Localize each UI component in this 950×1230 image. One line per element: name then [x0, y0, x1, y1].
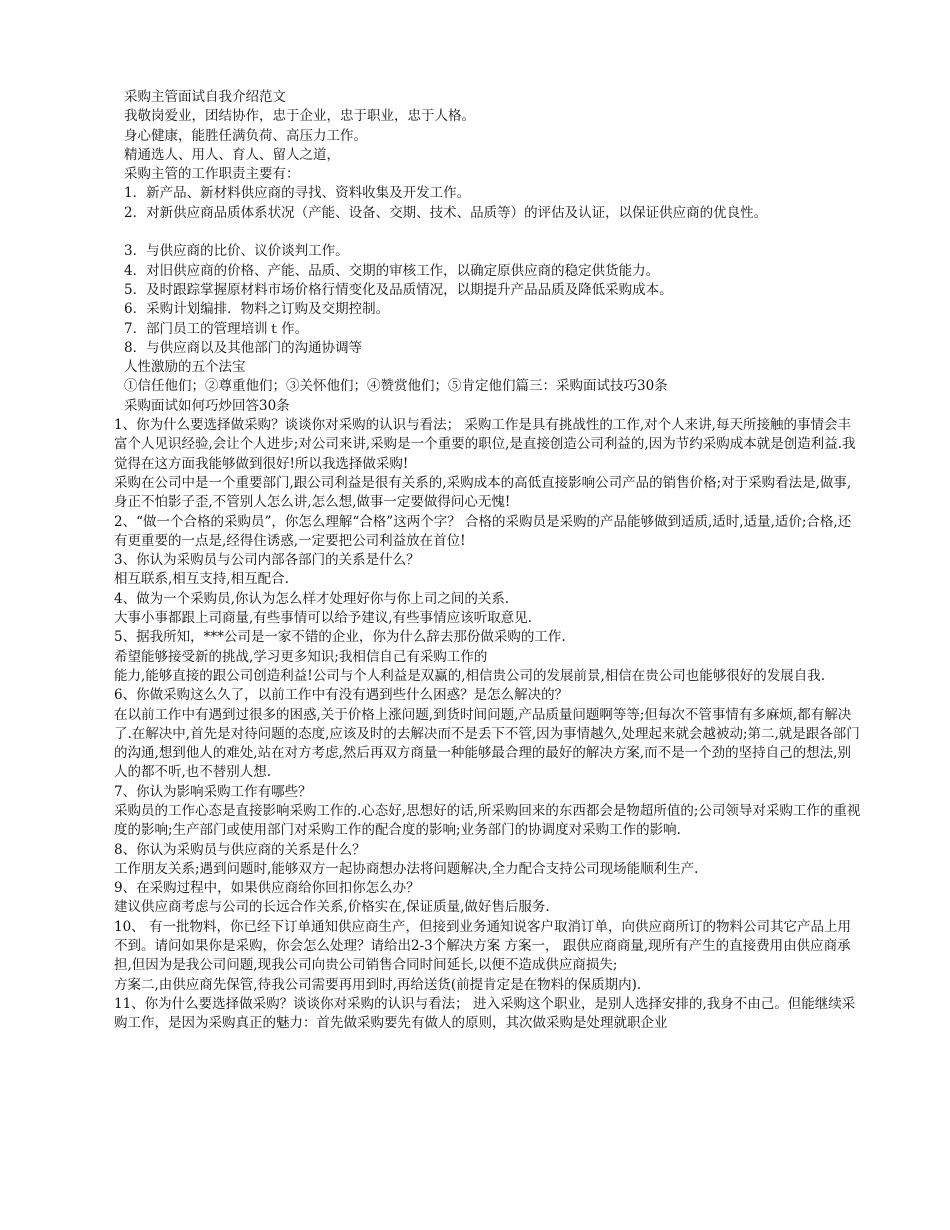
intro-line: 我敬岗爱业，团结协作，忠于企业，忠于职业，忠于人格。: [124, 108, 475, 125]
qa-answer: 大事小事都跟上司商量,有些事情可以给予建议,有些事情应该听取意见.: [114, 610, 532, 627]
qa-answer: 建议供应商考虑与公司的长远合作关系,价格实在,保证质量,做好售后服务.: [114, 899, 550, 916]
qa-question: 9、在采购过程中，如果供应商给你回扣你怎么办？: [114, 880, 420, 897]
intro-line: 精通选人、用人、育人、留人之道，: [124, 146, 340, 163]
duty-item: 6．采购计划编排．物料之订购及交期控制。: [124, 301, 390, 318]
document-title: 采购主管面试自我介绍范文: [124, 89, 286, 105]
qa-question: 6、你做采购这么久了，以前工作中有没有遇到些什么困惑？是怎么解决的？: [114, 687, 569, 704]
duty-item: 7．部门员工的管理培训ｔ作。: [124, 320, 309, 337]
duty-item: 1．新产品、新材料供应商的寻找、资料收集及开发工作。: [124, 185, 471, 202]
qa-answer: 采购员的工作心态是直接影响采购工作的.心态好,思想好的话,所采购回来的东西都会是物超所值的;公司领导对采购工作的重视度的影响;生产部门或使用部门对采购工作的配合度的影响;业务部门的协调度对采购工作的影响.: [114, 802, 861, 839]
qa-question: 4、做为一个采购员,你认为怎么样才处理好你与你上司之间的关系.: [114, 590, 510, 607]
qa-paragraph: 10、 有一批物料，你已经下订单通知供应商生产，但接到业务通知说客户取消订单，向供应商所订的物料公司其它产品上用不到。请问如果你是采购，你会怎么处理？请给出2-3个解决方案 方案一， 跟供应商商量,现所有产生的直接费用由供应商承担,但因为是我公司问题,现我公司向贵公司销售合同时间延长,以便不造成供应商损失;: [114, 918, 851, 974]
duty-item: 5．及时跟踪掌握原材料市场价格行情变化及品质情况，以期提升产品品质及降低采购成本。: [124, 281, 673, 298]
qa-question: 8、你认为采购员与供应商的关系是什么？: [114, 841, 366, 858]
qa-paragraph: 1、你为什么要选择做采购？谈谈你对采购的认识与看法； 采购工作是具有挑战性的工作,对个人来讲,每天所接触的事情会丰富个人见识经验,会让个人进步;对公司来讲,采购是一个重要的职位,是直接创造公司利益的,因为节约采购成本就是创造利益.我觉得在这方面我能够做到很好!所以我选择做采购!: [114, 417, 856, 472]
section-line: ①信任他们；②尊重他们；③关怀他们；④赞赏他们；⑤肯定他们篇三：采购面试技巧30条: [124, 378, 668, 395]
qa-paragraph: 采购在公司中是一个重要部门,跟公司利益是很有关系的,采购成本的高低直接影响公司产品的销售价格;对于采购看法是,做事,身正不怕影子歪,不管别人怎么讲,怎么想,做事一定要做得问心无愧!: [114, 474, 852, 511]
intro-line: 采购主管的工作职责主要有：: [124, 166, 300, 183]
qa-question: 3、你认为采购员与公司内部各部门的关系是什么？: [114, 552, 420, 569]
qa-answer: 相互联系,相互支持,相互配合.: [114, 571, 289, 588]
qa-answer: 工作朋友关系;遇到问题时,能够双方一起协商想办法将问题解决,全力配合支持公司现场能顺利生产.: [114, 860, 699, 877]
qa-paragraph: 2、“做一个合格的采购员”，你怎么理解“合格”这两个字？ 合格的采购员是采购的产品能够做到适质,适时,适量,适价;合格,还有更重要的一点是,经得住诱惑,一定要把公司利益放在首位!: [114, 513, 852, 549]
duty-item: 2．对新供应商品质体系状况（产能、设备、交期、技术、品质等）的评估及认证，以保证供应商的优良性。: [124, 204, 768, 221]
qa-question: 7、你认为影响采购工作有哪些？: [114, 783, 312, 800]
qa-answer: 方案二,由供应商先保管,待我公司需要再用到时,再给送货(前提肯定是在物料的保质期内).: [114, 976, 642, 993]
section-heading: 采购面试如何巧炒回答30条: [124, 397, 290, 414]
intro-line: 身心健康，能胜任满负荷、高压力工作。: [124, 127, 367, 144]
duty-item: 8．与供应商以及其他部门的沟通协调等: [124, 339, 363, 356]
qa-question: 5、据我所知，***公司是一家不错的企业，你为什么辞去那份做采购的工作.: [114, 629, 566, 646]
blank-line: [124, 223, 862, 242]
duty-item: 4．对旧供应商的价格、产能、品质、交期的审核工作，以确定原供应商的稳定供货能力。: [124, 262, 660, 279]
duty-item: 3．与供应商的比价、议价谈判工作。: [124, 243, 349, 260]
qa-answer: 希望能够接受新的挑战,学习更多知识;我相信自己有采购工作的: [114, 648, 488, 665]
qa-answer: 在以前工作中有遇到过很多的困惑,关于价格上涨问题,到货时间问题,产品质量问题啊等等;但每次不管事情有多麻烦,都有解决了.在解决中,首先是对待问题的态度,应该及时的去解决而不是丢下不管,因为事情越久,处理起来就会越被动;第二,就是跟各部门的沟通,想到他人的难处,站在对方考虑,然后再双方商量一种能够最合理的最好的解决方案,而不是一个劲的坚持自己的想法,别人的都不听,也不替别人想.: [114, 706, 860, 781]
qa-paragraph: 11、你为什么要选择做采购？谈谈你对采购的认识与看法； 进入采购这个职业，是别人选择安排的,我身不由己。但能继续采购工作，是因为采购真正的魅力：首先做采购要先有做人的原则，其次做采购是处理就职企业: [114, 995, 856, 1032]
qa-answer: 能力,能够直接的跟公司创造利益!公司与个人利益是双赢的,相信贵公司的发展前景,相信在贵公司也能够很好的发展自我.: [114, 667, 826, 684]
section-heading: 人性激励的五个法宝: [124, 359, 246, 376]
